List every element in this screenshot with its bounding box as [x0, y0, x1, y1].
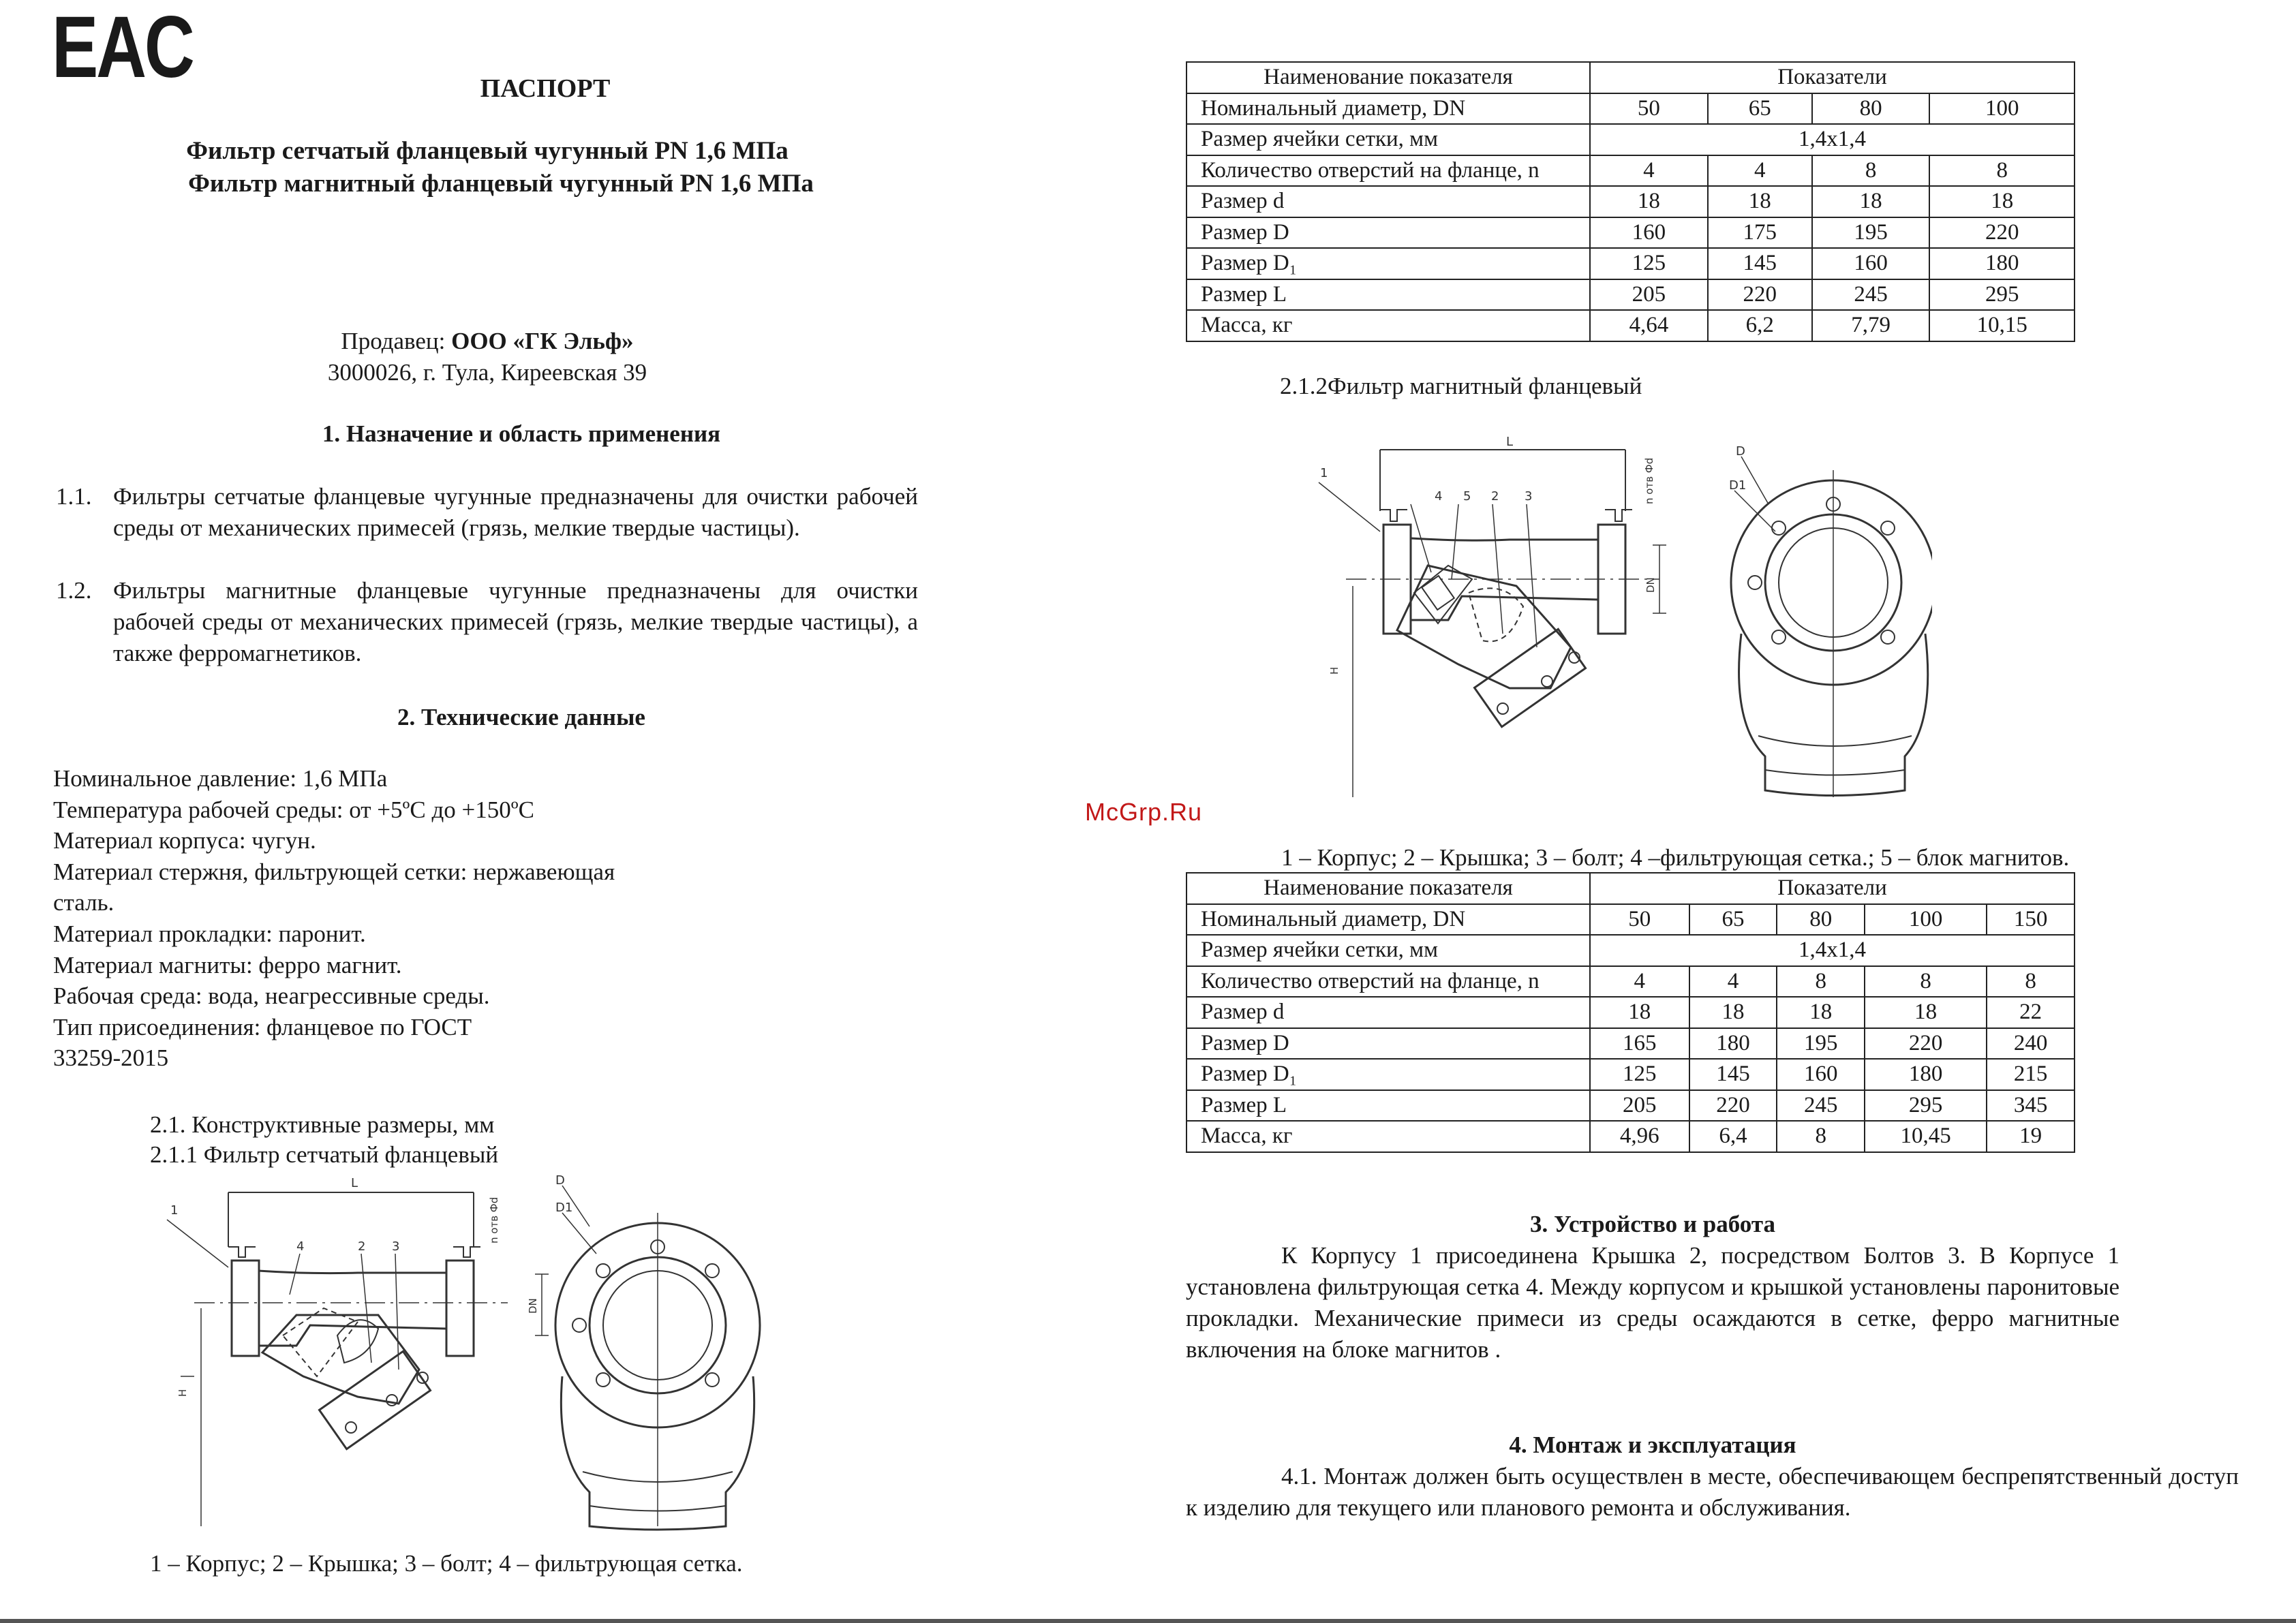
table-cell: 240	[1987, 1028, 2075, 1060]
table-cell: 245	[1777, 1090, 1865, 1122]
subsection-2-1-1: 2.1.1 Фильтр сетчатый фланцевый	[150, 1141, 499, 1168]
tech-line: Номинальное давление: 1,6 МПа	[53, 765, 388, 792]
seller-name: ООО «ГК Эльф»	[451, 328, 634, 354]
table-cell: 175	[1708, 217, 1812, 249]
table-cell: 4	[1689, 966, 1777, 998]
dim-nd-label: n отв Фd	[1643, 457, 1655, 504]
table-cell: 8	[1929, 155, 2075, 187]
dim-H-label: H	[177, 1389, 189, 1397]
table-row	[1187, 997, 2075, 1028]
table-cell: 245	[1812, 279, 1930, 311]
table-cell: 100	[1929, 93, 2075, 125]
tech-line: Температура рабочей среды: от +5ºС до +150ºС	[53, 796, 534, 823]
table-cell: 145	[1689, 1059, 1777, 1090]
table-cell: 215	[1987, 1059, 2075, 1090]
table-cell: 18	[1929, 186, 2075, 217]
table-cell: 160	[1812, 248, 1930, 279]
mesh-filter-side-view	[167, 1176, 549, 1526]
section4-title: 4. Монтаж и эксплуатация	[1509, 1432, 1796, 1458]
eac-mark: EAC	[52, 0, 193, 96]
table-row	[1187, 124, 2075, 155]
table-cell: 220	[1865, 1028, 1987, 1060]
section3-text: К Корпусу 1 присоединена Крышка 2, посредством Болтов 3. В Корпусе 1 установлена фильтрующая сетка 4. Между корпусом и крышкой установлены паронитовые прокладки. Механические примеси из среды осаждаются в сетке, ферро магнитные включения на блоке магнитов .	[1186, 1242, 2119, 1363]
section4-text: 4.1. Монтаж должен быть осуществлен в месте, обеспечивающем беспрепятственный доступ к изделию для текущего или планового ремонта и обслуживания.	[1186, 1463, 2239, 1521]
row-name: Размер D₁	[1187, 248, 1590, 279]
dim-nd-label: n отв Фd	[488, 1196, 500, 1243]
header-name-cell: Наименование показателя	[1187, 873, 1590, 904]
table-row	[1187, 1028, 2075, 1060]
table-cell: 295	[1929, 279, 2075, 311]
callout-4: 4	[1435, 489, 1443, 504]
list-item-1-1	[56, 481, 918, 544]
page-bottom-rule	[0, 1619, 2296, 1623]
magnetic-filter-side-view	[1319, 435, 1666, 797]
list-item-1-2	[56, 575, 918, 670]
header-values-cell: Показатели	[1590, 62, 2075, 93]
dim-L-label: L	[1506, 435, 1514, 449]
table-cell: 18	[1590, 186, 1708, 217]
table-row	[1187, 1059, 2075, 1090]
row-name: Размер ячейки сетки, мм	[1187, 935, 1590, 966]
row-name: Размер L	[1187, 1090, 1590, 1122]
table-cell: 18	[1865, 997, 1987, 1028]
table-cell: 22	[1987, 997, 2075, 1028]
callout-2: 2	[358, 1239, 366, 1254]
callout-3: 3	[392, 1239, 400, 1254]
dim-D1-label: D1	[1729, 478, 1747, 493]
table-row	[1187, 966, 2075, 998]
table-cell: 180	[1689, 1028, 1777, 1060]
table-cell: 220	[1929, 217, 2075, 249]
list-text: Фильтры магнитные фланцевые чугунные предназначены для очистки рабочей среды от механических примесей (грязь, мелкие твердые частицы), а также ферромагнетиков.	[113, 577, 918, 667]
subtitle-mesh-filter: Фильтр сетчатый фланцевый чугунный PN 1,6 МПа	[186, 137, 789, 165]
row-name: Размер D₁	[1187, 1059, 1590, 1090]
tech-line: Материал магниты: ферро магнит.	[53, 951, 402, 978]
tech-line: Материал корпуса: чугун.	[53, 827, 316, 854]
subtitle-magnetic-filter: Фильтр магнитный фланцевый чугунный PN 1,6 МПа	[188, 170, 814, 198]
tech-line: Материал стержня, фильтрующей сетки: нержавеющая	[53, 858, 615, 885]
row-name: Масса, кг	[1187, 1121, 1590, 1152]
mesh-filter-drawing	[153, 1172, 767, 1540]
row-name: Размер D	[1187, 217, 1590, 249]
magnetic-filter-front-view	[1729, 444, 1932, 797]
table-cell: 10,45	[1865, 1121, 1987, 1152]
magnetic-filter-drawing	[1305, 429, 1932, 811]
section3-title: 3. Устройство и работа	[1530, 1211, 1775, 1237]
tech-line: Материал прокладки: паронит.	[53, 920, 366, 947]
dim-DN-label: DN	[527, 1298, 539, 1314]
table-row	[1187, 248, 2075, 279]
page-title: ПАСПОРТ	[480, 74, 611, 103]
row-name: Номинальный диаметр, DN	[1187, 93, 1590, 125]
table-cell: 195	[1812, 217, 1930, 249]
table-cell: 8	[1865, 966, 1987, 998]
table-cell: 4	[1590, 966, 1689, 998]
table-cell: 345	[1987, 1090, 2075, 1122]
table-cell: 65	[1689, 904, 1777, 936]
row-name: Размер d	[1187, 186, 1590, 217]
table-cell: 150	[1987, 904, 2075, 936]
table-cell-merged: 1,4х1,4	[1590, 124, 2075, 155]
spec-table-mesh	[1186, 61, 2075, 342]
table-cell: 8	[1777, 1121, 1865, 1152]
table-cell: 7,79	[1812, 310, 1930, 341]
table-cell: 18	[1590, 997, 1689, 1028]
table-cell: 160	[1590, 217, 1708, 249]
table-cell: 4,64	[1590, 310, 1708, 341]
callout-5: 5	[1463, 489, 1471, 504]
table-cell: 195	[1777, 1028, 1865, 1060]
row-name: Размер d	[1187, 997, 1590, 1028]
table-cell: 8	[1812, 155, 1930, 187]
table-cell: 125	[1590, 1059, 1689, 1090]
table-header-row	[1187, 873, 2075, 904]
caption-magnetic-filter: 1 – Корпус; 2 – Крышка; 3 – болт; 4 –фильтрующая сетка.; 5 – блок магнитов.	[1281, 844, 2070, 871]
spec-table-magnetic	[1186, 872, 2075, 1153]
row-name: Размер L	[1187, 279, 1590, 311]
table-cell: 4	[1590, 155, 1708, 187]
table-cell: 220	[1689, 1090, 1777, 1122]
row-name: Количество отверстий на фланце, n	[1187, 155, 1590, 187]
header-values-cell: Показатели	[1590, 873, 2075, 904]
table-cell: 125	[1590, 248, 1708, 279]
dim-H-label: H	[1328, 666, 1341, 675]
tech-data-block	[53, 763, 615, 1074]
dim-L-label: L	[351, 1176, 358, 1190]
list-number: 1.2.	[56, 577, 92, 604]
table-cell: 295	[1865, 1090, 1987, 1122]
table-cell: 180	[1865, 1059, 1987, 1090]
table-cell: 160	[1777, 1059, 1865, 1090]
row-name: Размер D	[1187, 1028, 1590, 1060]
table-cell: 180	[1929, 248, 2075, 279]
tech-line: Рабочая среда: вода, неагрессивные среды.	[53, 983, 490, 1010]
table-cell: 100	[1865, 904, 1987, 936]
table-cell: 80	[1777, 904, 1865, 936]
table-row	[1187, 186, 2075, 217]
header-name-cell: Наименование показателя	[1187, 62, 1590, 93]
row-name: Номинальный диаметр, DN	[1187, 904, 1590, 936]
subsection-2-1-2: 2.1.2Фильтр магнитный фланцевый	[1280, 373, 1642, 399]
table-row	[1187, 279, 2075, 311]
table-cell: 4,96	[1590, 1121, 1689, 1152]
table-cell: 205	[1590, 279, 1708, 311]
table-row	[1187, 217, 2075, 249]
table-cell: 19	[1987, 1121, 2075, 1152]
dim-D-label: D	[1736, 444, 1745, 459]
table-cell: 10,15	[1929, 310, 2075, 341]
callout-2: 2	[1491, 489, 1499, 504]
table-row	[1187, 155, 2075, 187]
caption-mesh-filter: 1 – Корпус; 2 – Крышка; 3 – болт; 4 – фильтрующая сетка.	[150, 1550, 743, 1577]
list-text: Фильтры сетчатые фланцевые чугунные предназначены для очистки рабочей среды от механических примесей (грязь, мелкие твердые частицы).	[113, 483, 918, 542]
table-cell: 6,2	[1708, 310, 1812, 341]
row-name: Размер ячейки сетки, мм	[1187, 124, 1590, 155]
table-cell: 80	[1812, 93, 1930, 125]
tech-line: Тип присоединения: фланцевое по ГОСТ	[53, 1013, 472, 1040]
callout-4: 4	[296, 1239, 305, 1254]
table-row	[1187, 93, 2075, 125]
table-cell: 18	[1812, 186, 1930, 217]
dim-D-label: D	[555, 1173, 565, 1188]
tech-line: сталь.	[53, 889, 114, 916]
section1-title: 1. Назначение и область применения	[322, 420, 721, 447]
table-row	[1187, 935, 2075, 966]
callout-1: 1	[1320, 466, 1328, 480]
callout-3: 3	[1525, 489, 1533, 504]
table-cell: 145	[1708, 248, 1812, 279]
row-name: Масса, кг	[1187, 310, 1590, 341]
section2-title: 2. Технические данные	[397, 704, 645, 730]
table-cell: 18	[1708, 186, 1812, 217]
callout-1: 1	[170, 1203, 179, 1218]
subsection-2-1: 2.1. Конструктивные размеры, мм	[150, 1111, 495, 1138]
seller-address: 3000026, г. Тула, Киреевская 39	[327, 359, 647, 386]
seller-line	[55, 326, 920, 357]
table-row	[1187, 904, 2075, 936]
dim-D1-label: D1	[555, 1201, 573, 1215]
table-row	[1187, 1090, 2075, 1122]
table-cell: 4	[1708, 155, 1812, 187]
seller-label: Продавец:	[341, 328, 452, 354]
table-cell: 50	[1590, 904, 1689, 936]
row-name: Количество отверстий на фланце, n	[1187, 966, 1590, 998]
table-cell: 6,4	[1689, 1121, 1777, 1152]
table-cell-merged: 1,4х1,4	[1590, 935, 2075, 966]
table-cell: 50	[1590, 93, 1708, 125]
table-cell: 8	[1777, 966, 1865, 998]
table-header-row	[1187, 62, 2075, 93]
table-row	[1187, 1121, 2075, 1152]
table-cell: 18	[1689, 997, 1777, 1028]
table-cell: 8	[1987, 966, 2075, 998]
list-number: 1.1.	[56, 483, 92, 510]
tech-line: 33259-2015	[53, 1045, 169, 1072]
table-row	[1187, 310, 2075, 341]
dim-DN-label: DN	[1644, 577, 1657, 593]
table-cell: 65	[1708, 93, 1812, 125]
table-cell: 165	[1590, 1028, 1689, 1060]
watermark: McGrp.Ru	[1085, 798, 1203, 826]
table-cell: 205	[1590, 1090, 1689, 1122]
table-cell: 18	[1777, 997, 1865, 1028]
table-cell: 220	[1708, 279, 1812, 311]
mesh-filter-front-view	[555, 1173, 760, 1530]
